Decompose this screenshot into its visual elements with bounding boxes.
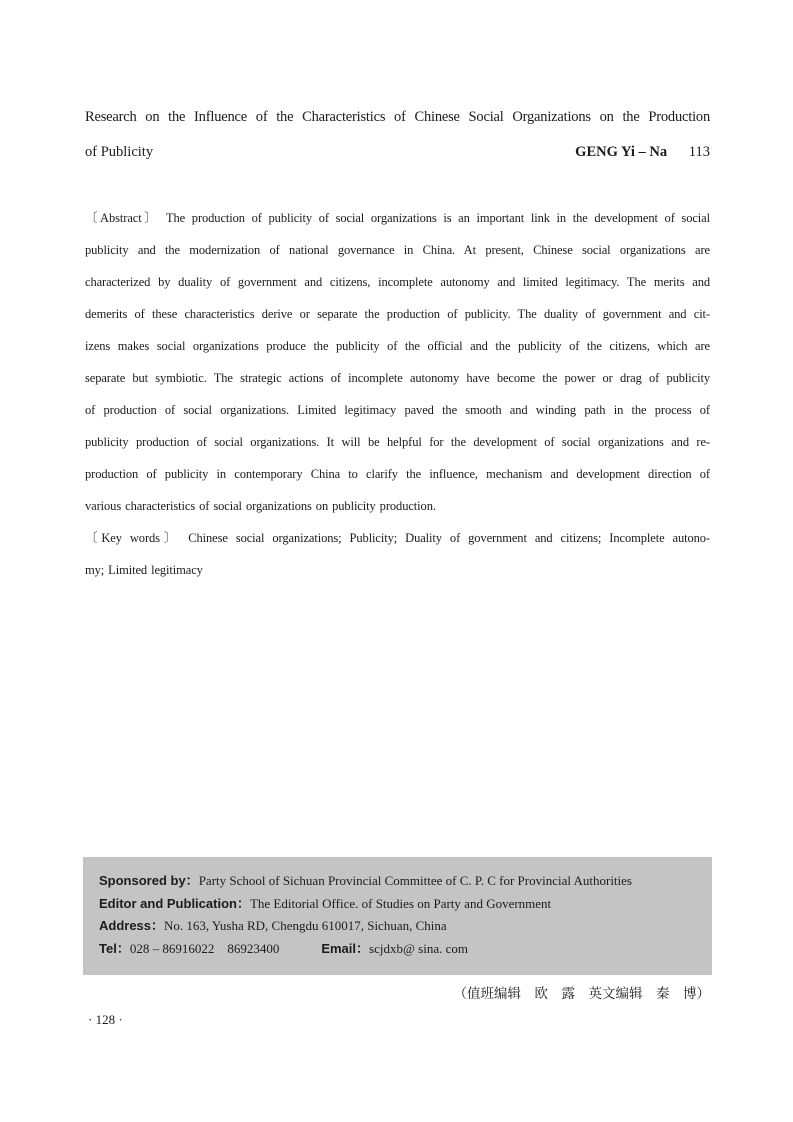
email-value: scjdxb@ sina. com <box>369 940 469 956</box>
author-name: GENG Yi – Na <box>575 144 668 160</box>
editor-value: The Editorial Office. of Studies on Party and Government <box>249 895 552 911</box>
tel-label: Tel： <box>99 940 130 956</box>
address-label: Address： <box>99 918 165 933</box>
abstract-line: publicity and the modernization of national governance in China. At present, Chinese social organizations are <box>85 243 710 257</box>
page-number: · 128 · <box>88 1012 123 1027</box>
abstract-line: izens makes social organizations produce the publicity of the official and the publicity of the citizens, which are <box>85 339 710 353</box>
article-title-line1: Research on the Influence of the Characteristics of Chinese Social Organizations on the Production <box>85 109 710 125</box>
email-label: Email： <box>321 940 370 956</box>
info-row-address <box>99 915 698 938</box>
abstract-line: of production of social organizations. Limited legitimacy paved the smooth and winding path in the process of <box>85 403 710 417</box>
address-value: No. 163, Yusha RD, Chengdu 610017, Sichuan, China <box>164 918 447 933</box>
sponsor-label: Sponsored by： <box>99 873 199 888</box>
abstract-line: various characteristics of social organizations on publicity production. <box>85 499 436 513</box>
editor-label: Editor and Publication： <box>99 895 250 911</box>
abstract-line: 〔Abstract〕 The production of publicity of social organizations is an important link in the development of social <box>85 211 710 225</box>
editors-credit: （值班编辑 欧 露 英文编辑 秦 博） <box>453 986 710 1001</box>
journal-info-box <box>83 857 712 975</box>
article-title-block <box>85 100 710 170</box>
sponsor-value: Party School of Sichuan Provincial Committee of C. P. C for Provincial Authorities <box>198 873 632 888</box>
article-title-line2: of Publicity <box>85 144 154 160</box>
info-row-sponsor <box>99 870 698 893</box>
author-wrap <box>575 135 710 170</box>
abstract-block <box>85 202 710 586</box>
author-page-ref: 113 <box>688 144 710 160</box>
keywords-line: my; Limited legitimacy <box>85 563 203 577</box>
info-row-contact <box>99 938 698 961</box>
abstract-line: separate but symbiotic. The strategic actions of incomplete autonomy have become the power or drag of publicity <box>85 371 710 385</box>
abstract-line: publicity production of social organizations. It will be helpful for the development of social organizations and re- <box>85 435 710 449</box>
article-title-line2-row <box>85 135 710 170</box>
keywords-line: 〔Key words〕 Chinese social organizations; Publicity; Duality of government and citizens; Incomplete autono- <box>85 531 710 545</box>
abstract-line: demerits of these characteristics derive or separate the production of publicity. The duality of government and cit- <box>85 307 710 321</box>
tel-value: 028 – 86916022 86923400 <box>129 940 280 956</box>
abstract-line: characterized by duality of government and citizens, incomplete autonomy and limited legitimacy. The merits and <box>85 275 710 289</box>
info-row-editor <box>99 893 698 916</box>
abstract-line: production of publicity in contemporary China to clarify the influence, mechanism and development direction of <box>85 467 710 481</box>
